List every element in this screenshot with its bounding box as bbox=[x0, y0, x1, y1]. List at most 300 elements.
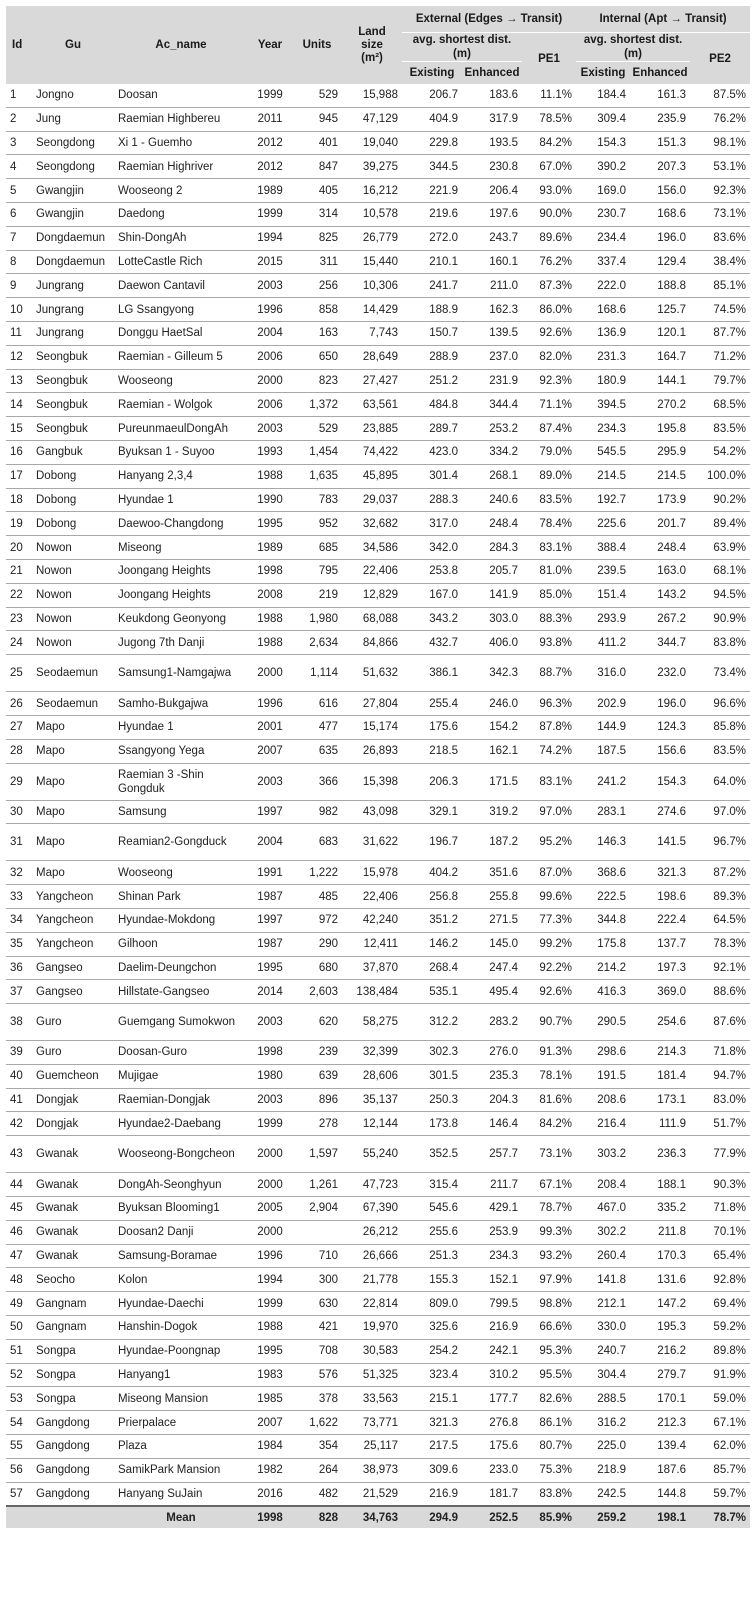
cell-int-existing: 467.0 bbox=[576, 1197, 630, 1221]
cell-gu: Seongbuk bbox=[32, 345, 114, 369]
header-internal-avg-dist bbox=[576, 33, 690, 62]
cell-pe1: 99.6% bbox=[522, 885, 576, 909]
cell-land-size: 47,723 bbox=[342, 1173, 402, 1197]
table-row bbox=[6, 763, 750, 800]
cell-units: 630 bbox=[292, 1292, 342, 1316]
cell-units: 300 bbox=[292, 1268, 342, 1292]
cell-ac-name: Wooseong bbox=[114, 861, 248, 885]
cell-land-size: 26,212 bbox=[342, 1220, 402, 1244]
cell-year: 1993 bbox=[248, 440, 292, 464]
cell-ext-enhanced: 243.7 bbox=[462, 226, 522, 250]
cell-gu: Gwangjin bbox=[32, 179, 114, 203]
cell-ext-existing: 206.3 bbox=[402, 763, 462, 800]
cell-int-enhanced: 154.3 bbox=[630, 763, 690, 800]
cell-ext-enhanced: 240.6 bbox=[462, 488, 522, 512]
table-body bbox=[6, 84, 750, 1506]
cell-ext-enhanced: 177.7 bbox=[462, 1387, 522, 1411]
cell-year: 1988 bbox=[248, 631, 292, 655]
cell-id: 50 bbox=[6, 1316, 32, 1340]
cell-units: 2,603 bbox=[292, 980, 342, 1004]
cell-int-enhanced: 161.3 bbox=[630, 84, 690, 107]
cell-ac-name: Daelim-Deungchon bbox=[114, 956, 248, 980]
table-row bbox=[6, 1435, 750, 1459]
cell-year: 1985 bbox=[248, 1387, 292, 1411]
cell-land-size: 32,399 bbox=[342, 1041, 402, 1065]
cell-gu: Dongjak bbox=[32, 1112, 114, 1136]
cell-year: 2003 bbox=[248, 417, 292, 441]
cell-year: 2007 bbox=[248, 1411, 292, 1435]
cell-int-existing: 288.5 bbox=[576, 1387, 630, 1411]
cell-ext-existing: 288.9 bbox=[402, 345, 462, 369]
cell-ext-existing: 323.4 bbox=[402, 1363, 462, 1387]
cell-id: 28 bbox=[6, 739, 32, 763]
cell-pe1: 91.3% bbox=[522, 1041, 576, 1065]
cell-gu: Dobong bbox=[32, 512, 114, 536]
cell-land-size: 21,529 bbox=[342, 1482, 402, 1506]
cell-pe1: 71.1% bbox=[522, 393, 576, 417]
cell-id: 24 bbox=[6, 631, 32, 655]
cell-year: 1988 bbox=[248, 1316, 292, 1340]
cell-ext-existing: 217.5 bbox=[402, 1435, 462, 1459]
cell-land-size: 10,578 bbox=[342, 202, 402, 226]
cell-units: 482 bbox=[292, 1482, 342, 1506]
cell-pe2: 71.8% bbox=[690, 1041, 750, 1065]
cell-int-existing: 390.2 bbox=[576, 155, 630, 179]
cell-id: 47 bbox=[6, 1244, 32, 1268]
cell-ext-enhanced: 242.1 bbox=[462, 1339, 522, 1363]
table-row bbox=[6, 155, 750, 179]
header-gu: Gu bbox=[32, 6, 114, 84]
mean-int-existing: 259.2 bbox=[576, 1506, 630, 1528]
cell-ext-enhanced: 334.2 bbox=[462, 440, 522, 464]
cell-ext-existing: 301.4 bbox=[402, 464, 462, 488]
cell-gu: Gangdong bbox=[32, 1411, 114, 1435]
cell-pe1: 95.5% bbox=[522, 1363, 576, 1387]
header-land-line3: (m²) bbox=[361, 51, 383, 64]
cell-id: 32 bbox=[6, 861, 32, 885]
cell-ext-existing: 404.9 bbox=[402, 107, 462, 131]
cell-units: 650 bbox=[292, 345, 342, 369]
mean-row bbox=[6, 1506, 750, 1528]
cell-ext-existing: 173.8 bbox=[402, 1112, 462, 1136]
cell-land-size: 31,622 bbox=[342, 824, 402, 861]
cell-year: 2001 bbox=[248, 715, 292, 739]
cell-pe1: 80.7% bbox=[522, 1435, 576, 1459]
cell-gu: Seongbuk bbox=[32, 417, 114, 441]
cell-id: 56 bbox=[6, 1458, 32, 1482]
cell-ext-enhanced: 283.2 bbox=[462, 1004, 522, 1041]
cell-year: 1999 bbox=[248, 1292, 292, 1316]
cell-id: 29 bbox=[6, 763, 32, 800]
cell-int-existing: 191.5 bbox=[576, 1064, 630, 1088]
cell-year: 2000 bbox=[248, 369, 292, 393]
cell-ext-existing: 210.1 bbox=[402, 250, 462, 274]
cell-id: 43 bbox=[6, 1136, 32, 1173]
cell-pe1: 97.0% bbox=[522, 800, 576, 824]
cell-gu: Seongdong bbox=[32, 131, 114, 155]
cell-id: 1 bbox=[6, 84, 32, 107]
header-land-size bbox=[342, 6, 402, 84]
cell-pe1: 83.1% bbox=[522, 536, 576, 560]
cell-int-existing: 175.8 bbox=[576, 932, 630, 956]
table-row bbox=[6, 932, 750, 956]
cell-pe2: 64.0% bbox=[690, 763, 750, 800]
cell-units: 616 bbox=[292, 692, 342, 716]
cell-units: 378 bbox=[292, 1387, 342, 1411]
cell-units: 685 bbox=[292, 536, 342, 560]
cell-int-enhanced: 254.6 bbox=[630, 1004, 690, 1041]
cell-gu: Gangseo bbox=[32, 980, 114, 1004]
cell-ext-existing: 146.2 bbox=[402, 932, 462, 956]
cell-int-enhanced: 235.9 bbox=[630, 107, 690, 131]
cell-units: 945 bbox=[292, 107, 342, 131]
cell-ext-enhanced: 216.9 bbox=[462, 1316, 522, 1340]
cell-ac-name: Guemgang Sumokwon bbox=[114, 1004, 248, 1041]
cell-units: 972 bbox=[292, 908, 342, 932]
cell-year: 1989 bbox=[248, 536, 292, 560]
cell-pe1: 82.6% bbox=[522, 1387, 576, 1411]
cell-ext-existing: 155.3 bbox=[402, 1268, 462, 1292]
cell-units: 163 bbox=[292, 321, 342, 345]
cell-land-size: 16,212 bbox=[342, 179, 402, 203]
table-row bbox=[6, 824, 750, 861]
cell-pe1: 84.2% bbox=[522, 131, 576, 155]
cell-ext-existing: 255.6 bbox=[402, 1220, 462, 1244]
cell-land-size: 25,117 bbox=[342, 1435, 402, 1459]
cell-ac-name: Samsung-Boramae bbox=[114, 1244, 248, 1268]
table-row bbox=[6, 631, 750, 655]
cell-ext-existing: 229.8 bbox=[402, 131, 462, 155]
cell-ext-enhanced: 141.9 bbox=[462, 583, 522, 607]
cell-units: 1,372 bbox=[292, 393, 342, 417]
cell-int-existing: 154.3 bbox=[576, 131, 630, 155]
cell-ext-existing: 196.7 bbox=[402, 824, 462, 861]
cell-ext-enhanced: 206.4 bbox=[462, 179, 522, 203]
cell-id: 27 bbox=[6, 715, 32, 739]
cell-pe1: 67.1% bbox=[522, 1173, 576, 1197]
cell-pe1: 87.0% bbox=[522, 861, 576, 885]
cell-ext-enhanced: 344.4 bbox=[462, 393, 522, 417]
apartment-transit-table bbox=[6, 6, 750, 1528]
table-row bbox=[6, 536, 750, 560]
cell-int-enhanced: 197.3 bbox=[630, 956, 690, 980]
cell-ac-name: Daewon Cantavil bbox=[114, 274, 248, 298]
cell-int-enhanced: 173.1 bbox=[630, 1088, 690, 1112]
cell-id: 54 bbox=[6, 1411, 32, 1435]
cell-ext-enhanced: 181.7 bbox=[462, 1482, 522, 1506]
cell-ext-enhanced: 253.9 bbox=[462, 1220, 522, 1244]
table-row bbox=[6, 1268, 750, 1292]
cell-ext-enhanced: 205.7 bbox=[462, 559, 522, 583]
table-row bbox=[6, 1292, 750, 1316]
cell-id: 53 bbox=[6, 1387, 32, 1411]
cell-land-size: 23,885 bbox=[342, 417, 402, 441]
cell-pe1: 92.6% bbox=[522, 321, 576, 345]
cell-pe2: 90.3% bbox=[690, 1173, 750, 1197]
cell-pe1: 81.6% bbox=[522, 1088, 576, 1112]
cell-ac-name: Ssangyong Yega bbox=[114, 739, 248, 763]
cell-gu: Nowon bbox=[32, 559, 114, 583]
cell-int-existing: 241.2 bbox=[576, 763, 630, 800]
cell-ac-name: Kolon bbox=[114, 1268, 248, 1292]
cell-gu: Jongno bbox=[32, 84, 114, 107]
cell-gu: Yangcheon bbox=[32, 908, 114, 932]
cell-gu: Jungrang bbox=[32, 298, 114, 322]
cell-ac-name: Byuksan Blooming1 bbox=[114, 1197, 248, 1221]
cell-land-size: 68,088 bbox=[342, 607, 402, 631]
cell-ext-enhanced: 237.0 bbox=[462, 345, 522, 369]
cell-ac-name: Wooseong-Bongcheon bbox=[114, 1136, 248, 1173]
table-row bbox=[6, 250, 750, 274]
cell-int-enhanced: 196.0 bbox=[630, 226, 690, 250]
cell-pe2: 87.2% bbox=[690, 861, 750, 885]
cell-year: 1987 bbox=[248, 932, 292, 956]
cell-year: 2007 bbox=[248, 739, 292, 763]
cell-units: 219 bbox=[292, 583, 342, 607]
cell-id: 38 bbox=[6, 1004, 32, 1041]
cell-pe2: 87.6% bbox=[690, 1004, 750, 1041]
cell-year: 2003 bbox=[248, 274, 292, 298]
cell-pe2: 59.7% bbox=[690, 1482, 750, 1506]
cell-gu: Mapo bbox=[32, 824, 114, 861]
cell-pe2: 79.7% bbox=[690, 369, 750, 393]
cell-ac-name: Wooseong bbox=[114, 369, 248, 393]
cell-int-existing: 302.2 bbox=[576, 1220, 630, 1244]
cell-year: 1988 bbox=[248, 607, 292, 631]
cell-ac-name: Raemian Highriver bbox=[114, 155, 248, 179]
cell-gu: Seodaemun bbox=[32, 655, 114, 692]
cell-gu: Mapo bbox=[32, 800, 114, 824]
cell-land-size: 12,144 bbox=[342, 1112, 402, 1136]
header-external-existing: Existing bbox=[402, 62, 462, 85]
table-row bbox=[6, 1041, 750, 1065]
cell-ac-name: Miseong bbox=[114, 536, 248, 560]
cell-ext-enhanced: 139.5 bbox=[462, 321, 522, 345]
cell-units: 239 bbox=[292, 1041, 342, 1065]
header-external-group: External (Edges → Transit) bbox=[402, 6, 576, 33]
cell-year: 1996 bbox=[248, 1244, 292, 1268]
cell-year: 1982 bbox=[248, 1458, 292, 1482]
cell-pe1: 87.4% bbox=[522, 417, 576, 441]
cell-year: 1983 bbox=[248, 1363, 292, 1387]
cell-gu: Gwanak bbox=[32, 1197, 114, 1221]
cell-pe2: 70.1% bbox=[690, 1220, 750, 1244]
cell-int-existing: 368.6 bbox=[576, 861, 630, 885]
cell-gu: Gwangjin bbox=[32, 202, 114, 226]
cell-land-size: 138,484 bbox=[342, 980, 402, 1004]
cell-year: 2016 bbox=[248, 1482, 292, 1506]
cell-ac-name: Donggu HaetSal bbox=[114, 321, 248, 345]
cell-gu: Jungrang bbox=[32, 274, 114, 298]
cell-year: 1987 bbox=[248, 885, 292, 909]
cell-int-enhanced: 141.5 bbox=[630, 824, 690, 861]
cell-ext-existing: 221.9 bbox=[402, 179, 462, 203]
cell-ac-name: Plaza bbox=[114, 1435, 248, 1459]
cell-land-size: 42,240 bbox=[342, 908, 402, 932]
table-row bbox=[6, 345, 750, 369]
cell-id: 33 bbox=[6, 885, 32, 909]
cell-id: 25 bbox=[6, 655, 32, 692]
cell-year: 1996 bbox=[248, 692, 292, 716]
cell-pe1: 99.2% bbox=[522, 932, 576, 956]
cell-ext-enhanced: 211.0 bbox=[462, 274, 522, 298]
cell-int-existing: 411.2 bbox=[576, 631, 630, 655]
table-row bbox=[6, 655, 750, 692]
header-external-avg-dist-label: avg. shortest dist. bbox=[412, 34, 512, 46]
cell-id: 12 bbox=[6, 345, 32, 369]
cell-year: 2015 bbox=[248, 250, 292, 274]
cell-pe2: 98.1% bbox=[690, 131, 750, 155]
cell-int-existing: 212.1 bbox=[576, 1292, 630, 1316]
cell-pe1: 66.6% bbox=[522, 1316, 576, 1340]
cell-year: 1990 bbox=[248, 488, 292, 512]
cell-int-enhanced: 216.2 bbox=[630, 1339, 690, 1363]
cell-pe2: 87.7% bbox=[690, 321, 750, 345]
cell-ac-name: Hyundae-Daechi bbox=[114, 1292, 248, 1316]
cell-units: 680 bbox=[292, 956, 342, 980]
cell-int-enhanced: 198.6 bbox=[630, 885, 690, 909]
cell-land-size: 33,563 bbox=[342, 1387, 402, 1411]
cell-units: 256 bbox=[292, 274, 342, 298]
cell-pe1: 96.3% bbox=[522, 692, 576, 716]
cell-id: 16 bbox=[6, 440, 32, 464]
cell-year: 2000 bbox=[248, 1136, 292, 1173]
cell-int-enhanced: 156.6 bbox=[630, 739, 690, 763]
cell-land-size: 37,870 bbox=[342, 956, 402, 980]
cell-ext-existing: 206.7 bbox=[402, 84, 462, 107]
cell-units: 635 bbox=[292, 739, 342, 763]
cell-pe1: 67.0% bbox=[522, 155, 576, 179]
cell-int-enhanced: 267.2 bbox=[630, 607, 690, 631]
cell-units: 823 bbox=[292, 369, 342, 393]
cell-pe1: 92.6% bbox=[522, 980, 576, 1004]
cell-units: 1,222 bbox=[292, 861, 342, 885]
cell-ac-name: SamikPark Mansion bbox=[114, 1458, 248, 1482]
cell-int-enhanced: 120.1 bbox=[630, 321, 690, 345]
cell-units: 1,597 bbox=[292, 1136, 342, 1173]
cell-ext-existing: 329.1 bbox=[402, 800, 462, 824]
cell-gu: Gangnam bbox=[32, 1292, 114, 1316]
cell-int-enhanced: 196.0 bbox=[630, 692, 690, 716]
cell-ext-existing: 423.0 bbox=[402, 440, 462, 464]
cell-pe1: 90.0% bbox=[522, 202, 576, 226]
cell-units: 576 bbox=[292, 1363, 342, 1387]
table-row bbox=[6, 417, 750, 441]
cell-pe1: 93.0% bbox=[522, 179, 576, 203]
cell-ext-enhanced: 351.6 bbox=[462, 861, 522, 885]
table-row bbox=[6, 1458, 750, 1482]
cell-pe2: 97.0% bbox=[690, 800, 750, 824]
table-row bbox=[6, 1088, 750, 1112]
header-units: Units bbox=[292, 6, 342, 84]
cell-ext-existing: 325.6 bbox=[402, 1316, 462, 1340]
cell-ext-existing: 386.1 bbox=[402, 655, 462, 692]
cell-int-existing: 260.4 bbox=[576, 1244, 630, 1268]
cell-int-enhanced: 201.7 bbox=[630, 512, 690, 536]
cell-units: 639 bbox=[292, 1064, 342, 1088]
cell-ac-name: Miseong Mansion bbox=[114, 1387, 248, 1411]
cell-ac-name: Prierpalace bbox=[114, 1411, 248, 1435]
cell-year: 2004 bbox=[248, 321, 292, 345]
cell-int-enhanced: 188.8 bbox=[630, 274, 690, 298]
cell-gu: Gangseo bbox=[32, 956, 114, 980]
cell-ac-name: Xi 1 - Guemho bbox=[114, 131, 248, 155]
cell-pe1: 78.5% bbox=[522, 107, 576, 131]
cell-id: 30 bbox=[6, 800, 32, 824]
cell-id: 35 bbox=[6, 932, 32, 956]
cell-ext-existing: 317.0 bbox=[402, 512, 462, 536]
cell-pe2: 94.5% bbox=[690, 583, 750, 607]
cell-gu: Gwanak bbox=[32, 1173, 114, 1197]
cell-int-enhanced: 321.3 bbox=[630, 861, 690, 885]
cell-gu: Gangbuk bbox=[32, 440, 114, 464]
cell-pe2: 83.8% bbox=[690, 631, 750, 655]
cell-pe2: 89.3% bbox=[690, 885, 750, 909]
cell-units: 1,622 bbox=[292, 1411, 342, 1435]
cell-units: 1,261 bbox=[292, 1173, 342, 1197]
cell-pe2: 92.8% bbox=[690, 1268, 750, 1292]
cell-int-enhanced: 207.3 bbox=[630, 155, 690, 179]
cell-pe1: 79.0% bbox=[522, 440, 576, 464]
cell-int-enhanced: 129.4 bbox=[630, 250, 690, 274]
cell-ext-enhanced: 268.1 bbox=[462, 464, 522, 488]
cell-int-existing: 184.4 bbox=[576, 84, 630, 107]
table-row bbox=[6, 692, 750, 716]
cell-ext-existing: 150.7 bbox=[402, 321, 462, 345]
mean-ext-existing: 294.9 bbox=[402, 1506, 462, 1528]
cell-land-size: 47,129 bbox=[342, 107, 402, 131]
cell-int-enhanced: 236.3 bbox=[630, 1136, 690, 1173]
cell-units: 1,980 bbox=[292, 607, 342, 631]
cell-pe2: 89.8% bbox=[690, 1339, 750, 1363]
cell-pe2: 69.4% bbox=[690, 1292, 750, 1316]
cell-ext-existing: 535.1 bbox=[402, 980, 462, 1004]
cell-int-existing: 240.7 bbox=[576, 1339, 630, 1363]
cell-int-enhanced: 125.7 bbox=[630, 298, 690, 322]
cell-int-existing: 394.5 bbox=[576, 393, 630, 417]
cell-gu: Dongjak bbox=[32, 1088, 114, 1112]
cell-gu: Mapo bbox=[32, 763, 114, 800]
cell-land-size: 28,606 bbox=[342, 1064, 402, 1088]
cell-id: 19 bbox=[6, 512, 32, 536]
cell-id: 55 bbox=[6, 1435, 32, 1459]
cell-int-enhanced: 168.6 bbox=[630, 202, 690, 226]
cell-gu: Nowon bbox=[32, 631, 114, 655]
cell-ext-existing: 352.5 bbox=[402, 1136, 462, 1173]
table-row bbox=[6, 1173, 750, 1197]
cell-gu: Guro bbox=[32, 1041, 114, 1065]
cell-ext-existing: 301.5 bbox=[402, 1064, 462, 1088]
cell-pe2: 96.7% bbox=[690, 824, 750, 861]
cell-int-enhanced: 156.0 bbox=[630, 179, 690, 203]
cell-pe1: 86.1% bbox=[522, 1411, 576, 1435]
cell-units: 1,635 bbox=[292, 464, 342, 488]
cell-ac-name: Shinan Park bbox=[114, 885, 248, 909]
table-row bbox=[6, 559, 750, 583]
cell-id: 57 bbox=[6, 1482, 32, 1506]
header-internal-avg-dist-unit: (m) bbox=[624, 48, 642, 60]
cell-int-existing: 144.9 bbox=[576, 715, 630, 739]
cell-year: 2003 bbox=[248, 763, 292, 800]
cell-id: 18 bbox=[6, 488, 32, 512]
cell-id: 3 bbox=[6, 131, 32, 155]
cell-int-existing: 180.9 bbox=[576, 369, 630, 393]
cell-year: 2012 bbox=[248, 155, 292, 179]
cell-pe2: 59.0% bbox=[690, 1387, 750, 1411]
cell-ext-enhanced: 171.5 bbox=[462, 763, 522, 800]
cell-gu: Seodaemun bbox=[32, 692, 114, 716]
cell-ext-enhanced: 255.8 bbox=[462, 885, 522, 909]
